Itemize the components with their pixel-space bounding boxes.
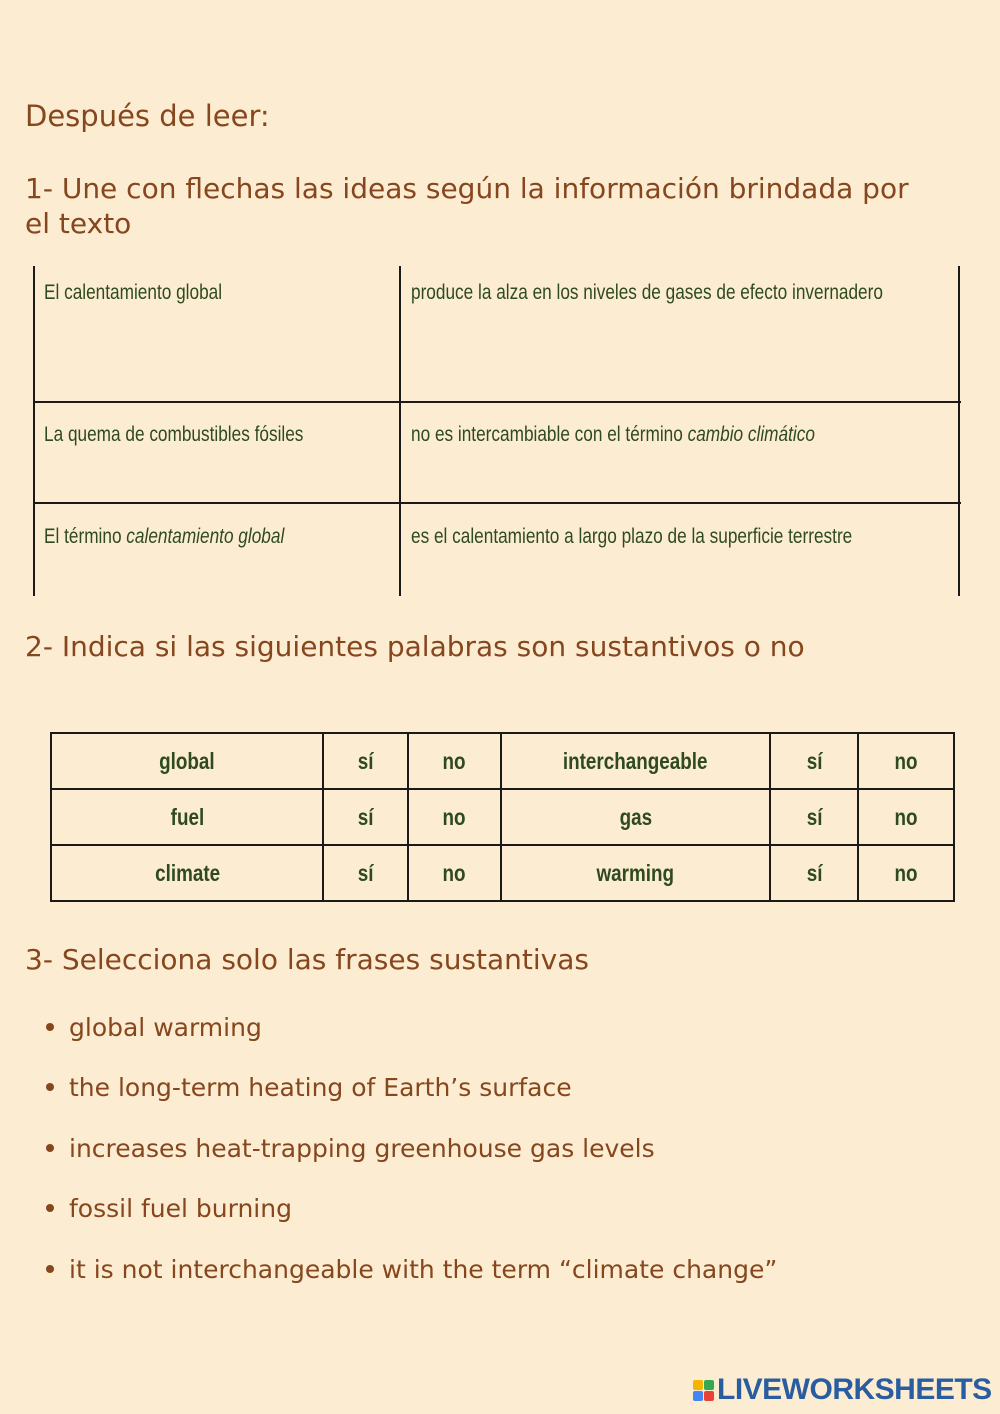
matching-row <box>33 516 961 596</box>
bullet-icon <box>46 1204 54 1212</box>
question-1-heading-line2: el texto <box>25 207 132 240</box>
no-option[interactable]: no <box>408 845 501 901</box>
word-cell: interchangeable <box>501 733 771 789</box>
question-1-heading-line1: 1- Une con flechas las ideas según la información brindada por <box>25 172 909 205</box>
matching-left-cell[interactable] <box>44 272 261 397</box>
list-item[interactable] <box>46 1068 572 1108</box>
matching-left-cell[interactable] <box>44 414 360 494</box>
question-1-heading <box>25 171 1000 241</box>
row-divider <box>33 502 961 504</box>
phrase-text: it is not interchangeable with the term “climate change” <box>69 1255 778 1284</box>
logo-text: LIVEWORKSHEETS <box>717 1373 992 1406</box>
logo-square <box>693 1391 703 1401</box>
list-item[interactable] <box>46 1189 292 1229</box>
matching-right-cell[interactable] <box>411 414 904 494</box>
word-cell: climate <box>51 845 323 901</box>
matching-left-text: El calentamiento global <box>44 281 223 304</box>
word-cell: warming <box>501 845 771 901</box>
phrase-text: fossil fuel burning <box>69 1194 292 1223</box>
logo-square <box>704 1380 714 1390</box>
noun-check-table <box>50 732 955 902</box>
row-divider <box>33 401 961 403</box>
after-reading-heading: Después de leer: <box>25 99 270 133</box>
bullet-icon <box>46 1083 54 1091</box>
no-option[interactable]: no <box>858 733 954 789</box>
word-cell: fuel <box>51 789 323 845</box>
yes-option[interactable]: sí <box>323 733 408 789</box>
matching-right-text: produce la alza en los niveles de gases de efecto invernadero <box>411 281 883 304</box>
list-item[interactable] <box>46 1250 777 1290</box>
yes-option[interactable]: sí <box>323 789 408 845</box>
question-3-heading: 3- Selecciona solo las frases sustantivas <box>25 943 589 976</box>
matching-left-cell[interactable] <box>44 516 337 596</box>
list-item[interactable] <box>46 1129 655 1169</box>
no-option[interactable]: no <box>408 789 501 845</box>
yes-option[interactable]: sí <box>770 789 858 845</box>
matching-right-text: no es intercambiable con el término <box>411 423 688 446</box>
logo-square <box>693 1380 703 1390</box>
matching-left-text: El término <box>44 525 127 548</box>
matching-right-italic: cambio climático <box>687 423 815 446</box>
phrase-text: increases heat-trapping greenhouse gas levels <box>69 1134 655 1163</box>
yes-option[interactable]: sí <box>770 845 858 901</box>
matching-table <box>33 266 961 596</box>
logo-square <box>704 1391 714 1401</box>
liveworksheets-logo-icon <box>693 1380 714 1401</box>
list-item[interactable] <box>46 1008 262 1048</box>
yes-option[interactable]: sí <box>323 845 408 901</box>
bullet-icon <box>46 1265 54 1273</box>
matching-left-italic: calentamiento global <box>126 525 285 548</box>
matching-row <box>33 272 961 397</box>
yes-option[interactable]: sí <box>770 733 858 789</box>
phrase-text: global warming <box>69 1013 262 1042</box>
liveworksheets-logo <box>693 1374 992 1406</box>
word-cell: gas <box>501 789 771 845</box>
matching-right-cell[interactable] <box>411 516 949 596</box>
table-row <box>51 733 954 789</box>
table-row <box>51 845 954 901</box>
word-cell: global <box>51 733 323 789</box>
matching-left-text: La quema de combustibles fósiles <box>44 423 304 446</box>
no-option[interactable]: no <box>408 733 501 789</box>
bullet-icon <box>46 1144 54 1152</box>
table-row <box>51 789 954 845</box>
bullet-icon <box>46 1023 54 1031</box>
matching-right-cell[interactable] <box>411 272 1000 397</box>
matching-row <box>33 414 961 494</box>
question-2-heading: 2- Indica si las siguientes palabras son sustantivos o no <box>25 630 805 663</box>
no-option[interactable]: no <box>858 845 954 901</box>
no-option[interactable]: no <box>858 789 954 845</box>
matching-right-text: es el calentamiento a largo plazo de la superficie terrestre <box>411 525 853 548</box>
phrase-text: the long-term heating of Earth’s surface <box>69 1073 572 1102</box>
